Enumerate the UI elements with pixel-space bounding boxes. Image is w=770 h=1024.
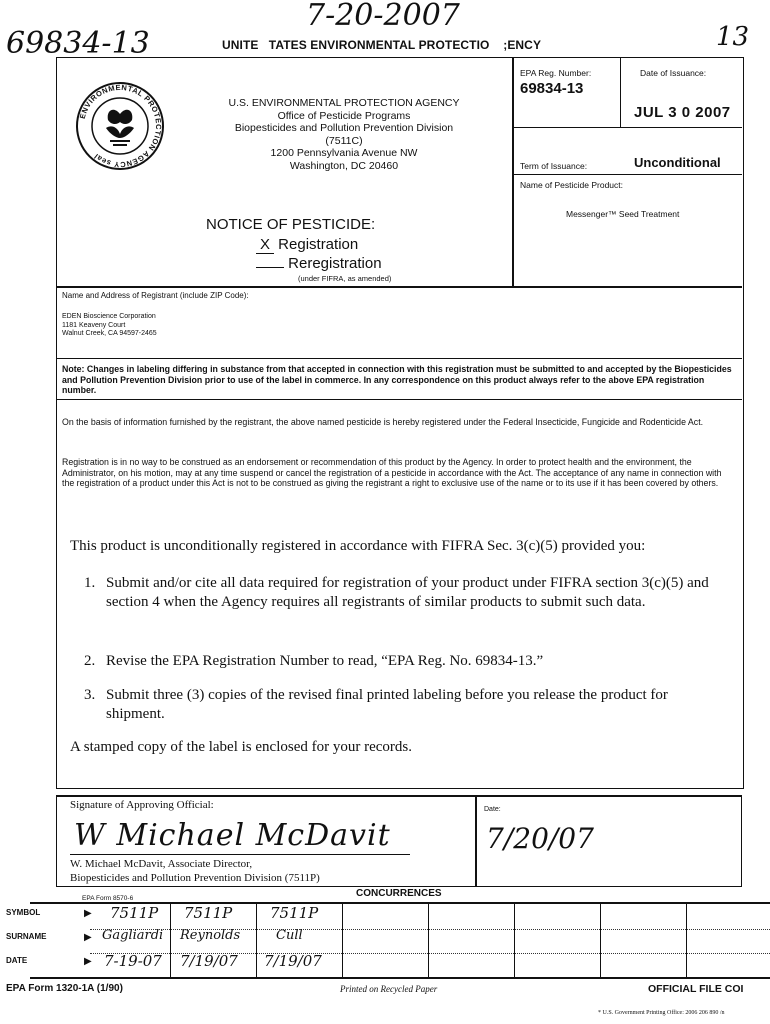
registration-label: Registration <box>278 236 359 253</box>
surname-entry: Reynolds <box>180 928 241 943</box>
surname-row-label: SURNAME <box>6 932 47 941</box>
condition-item <box>84 686 724 724</box>
concurrences-title: CONCURRENCES <box>356 888 442 899</box>
surname-entry: Cull <box>276 928 303 943</box>
notice-title: NOTICE OF PESTICIDE: <box>206 216 376 233</box>
condition-item <box>84 574 724 612</box>
epa-seal-icon <box>74 80 166 172</box>
official-signature: W Michael McDavit <box>74 818 391 853</box>
reregistration-checkmark <box>256 267 284 268</box>
date-entry: 7/19/07 <box>180 952 238 970</box>
notice-under-fifra: (under FIFRA, as amended) <box>298 274 392 283</box>
seal-lettering: ENVIRONMENTAL PROTECTION AGENCY seal <box>77 82 164 170</box>
header-banner: UNITE TATES ENVIRONMENTAL PROTECTIO ;ENCY <box>222 38 542 52</box>
disclaimer-paragraph: Registration is in no way to be construed as an endorsement or recommendation of this product by the Agency. In order to protect health and the environment, the Administrator, on his motion, may at any time suspend or cancel the registration of a pesticide in accordance with the Act. The acceptance of any name in connection with the registration of a product under this Act is not to be construed as giving the registrant a right to exclusive use of the name or to its use if it has been covered by others. <box>62 457 722 488</box>
reregistration-label: Reregistration <box>288 255 382 272</box>
notice-reregistration-option <box>256 255 382 272</box>
date-row <box>0 952 770 978</box>
agency-office: Office of Pesticide Programs <box>277 109 411 122</box>
registrant-line: EDEN Bioscience Corporation <box>62 313 156 320</box>
signature-label: Signature of Approving Official: <box>70 799 214 811</box>
term-value: Unconditional <box>634 155 721 170</box>
symbol-row-label: SYMBOL <box>6 908 41 917</box>
file-number-annotation: 69834-13 <box>6 26 150 61</box>
condition-number: 3. <box>84 687 96 703</box>
condition-text: Revise the EPA Registration Number to read, “EPA Reg. No. 69834-13.” <box>106 653 544 669</box>
date-entry: 7/19/07 <box>264 952 322 970</box>
arrow-right-icon: ▶ <box>84 956 92 967</box>
arrow-right-icon: ▶ <box>84 932 92 943</box>
registration-checkmark: X <box>256 236 274 254</box>
footer-official-file: OFFICIAL FILE COI <box>648 983 744 995</box>
surname-row <box>0 928 770 954</box>
issuance-date-label: Date of Issuance: <box>640 68 707 78</box>
agency-division: Biopesticides and Pollution Prevention Division <box>234 122 454 134</box>
condition-text: Submit three (3) copies of the revised final printed labeling before you release the product for shipment. <box>106 687 668 722</box>
agency-address-block <box>186 97 502 172</box>
footer-form-number: EPA Form 1320-1A (1/90) <box>6 983 123 994</box>
signature-date: 7/20/07 <box>486 822 594 855</box>
reg-number-label: EPA Reg. Number: <box>520 68 592 78</box>
signatory-division: Biopesticides and Pollution Prevention Division (7511P) <box>70 872 320 884</box>
agency-city: Washington, DC 20460 <box>289 159 399 172</box>
condition-item <box>84 652 724 671</box>
intro-text: This product is unconditionally registered in accordance with FIFRA Sec. 3(c)(5) provided you: <box>70 538 646 554</box>
date-annotation: 7-20-2007 <box>306 0 460 33</box>
registration-note: Note: Changes in labeling differing in substance from that accepted in connection with this registration must be submitted to and accepted by the Biopesticides and Pollution Prevention Division prior to use of the label in commerce. In any correspondence on this product always refer to the above EPA registration number. <box>62 364 732 395</box>
signatory-block <box>70 857 320 885</box>
date-entry: 7-19-07 <box>104 952 162 970</box>
surname-entry: Gagliardi <box>102 928 164 943</box>
notice-registration-option <box>256 236 358 254</box>
symbol-row <box>0 904 770 930</box>
term-label: Term of Issuance: <box>520 161 588 171</box>
product-name: Messenger™ Seed Treatment <box>566 209 680 219</box>
form-number-small: EPA Form 8570-6 <box>82 895 134 902</box>
condition-text: Submit and/or cite all data required for registration of your product under FIFRA section 3(c)(5) and section 4 when the Agency requires all registrants of similar products to submit such data. <box>106 575 709 610</box>
arrow-right-icon: ▶ <box>84 908 92 919</box>
product-label: Name of Pesticide Product: <box>520 180 623 190</box>
issuance-date-stamp: JUL 3 0 2007 <box>634 104 731 121</box>
agency-mailcode: (7511C) <box>325 134 363 147</box>
signature-date-label: Date: <box>484 806 501 813</box>
registrant-address <box>62 313 157 339</box>
closing-text: A stamped copy of the label is enclosed for your records. <box>70 739 412 755</box>
symbol-entry: 7511P <box>184 904 233 922</box>
page-mark-annotation: 13 <box>716 22 750 52</box>
footer-gpo: * U.S. Government Printing Office: 2006 206 890 /n <box>598 1010 725 1016</box>
reg-number-value: 69834-13 <box>520 80 584 97</box>
footer-recycled: Printed on Recycled Paper <box>340 984 438 994</box>
date-row-label: DATE <box>6 956 28 965</box>
fifra-paragraph: On the basis of information furnished by the registrant, the above named pesticide is hereby registered under the Federal Insecticide, Fungicide and Rodenticide Act. <box>62 417 704 427</box>
condition-number: 1. <box>84 575 96 591</box>
registrant-line: Walnut Creek, CA 94597-2465 <box>62 330 157 337</box>
agency-street: 1200 Pennsylvania Avenue NW <box>270 147 418 159</box>
signatory-name: W. Michael McDavit, Associate Director, <box>70 858 253 870</box>
symbol-entry: 7511P <box>110 904 159 922</box>
registrant-line: 1181 Keaveny Court <box>62 321 126 329</box>
registrant-label: Name and Address of Registrant (include ZIP Code): <box>62 291 249 300</box>
condition-number: 2. <box>84 653 96 669</box>
symbol-entry: 7511P <box>270 904 319 922</box>
agency-name: U.S. ENVIRONMENTAL PROTECTION AGENCY <box>228 97 460 109</box>
